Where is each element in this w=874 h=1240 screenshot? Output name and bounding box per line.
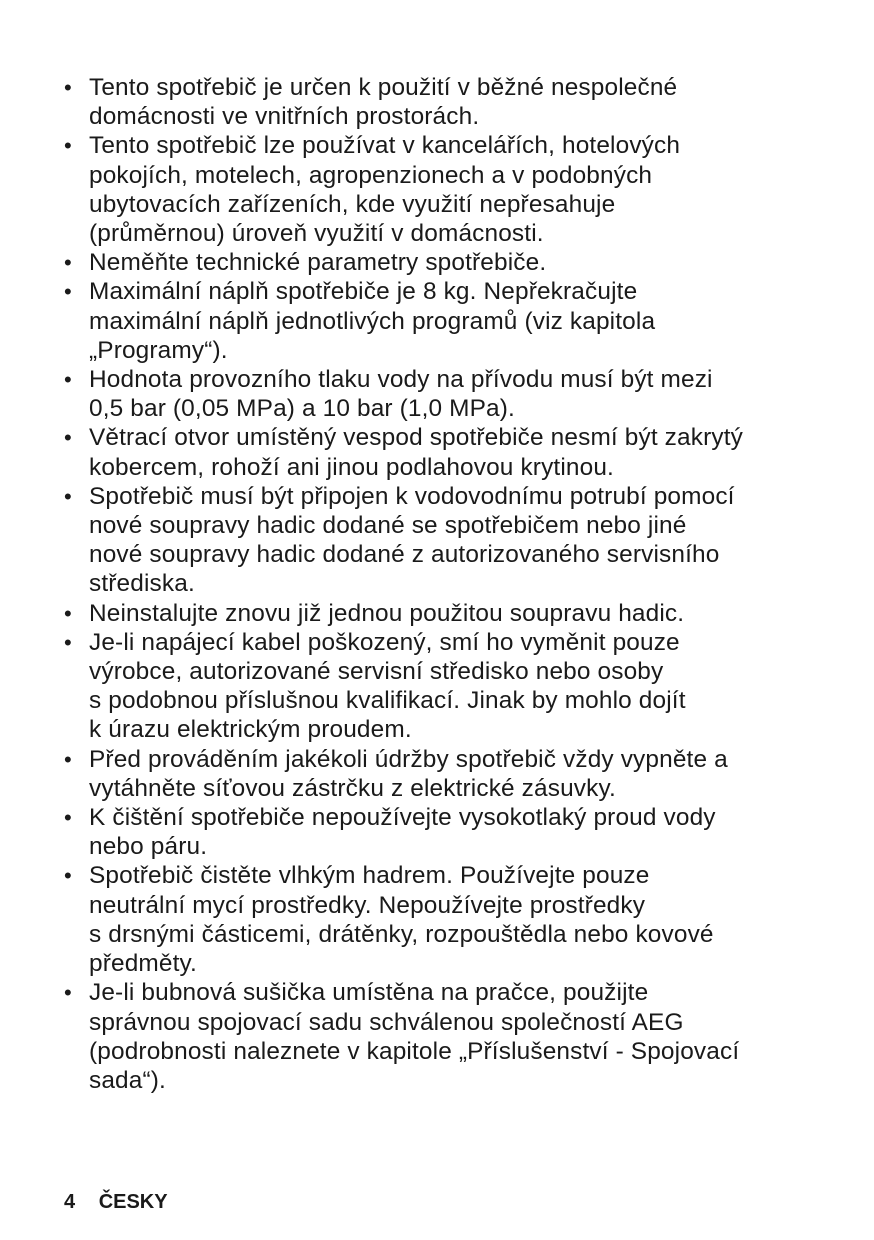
document-body xyxy=(62,73,822,1095)
list-item xyxy=(62,365,822,423)
list-item-line: Spotřebič čistěte vlhkým hadrem. Používejte pouze xyxy=(89,862,650,890)
list-item-line: Spotřebič musí být připojen k vodovodnímu potrubí pomocí xyxy=(89,482,735,510)
list-item-line: nebo páru. xyxy=(89,833,208,861)
page-number: 4 xyxy=(64,1191,76,1213)
list-item-line: výrobce, autorizované servisní středisko nebo osoby xyxy=(89,658,664,686)
list-item-line: Je-li napájecí kabel poškozený, smí ho vyměnit pouze xyxy=(89,628,680,656)
list-item-line: Neinstalujte znovu již jednou použitou soupravu hadic. xyxy=(89,599,685,627)
bullet-icon: • xyxy=(64,483,72,509)
list-item-line: K čištění spotřebiče nepoužívejte vysokotlaký proud vody xyxy=(89,804,716,832)
list-item-line: maximální náplň jednotlivých programů (viz kapitola xyxy=(89,307,656,335)
list-item xyxy=(62,131,822,248)
list-item-line: 0,5 bar (0,05 MPa) a 10 bar (1,0 MPa). xyxy=(89,395,515,423)
list-item xyxy=(62,423,822,481)
page-footer xyxy=(64,1191,168,1214)
bullet-icon: • xyxy=(64,980,72,1006)
list-item xyxy=(62,978,822,1095)
bullet-icon: • xyxy=(64,367,72,393)
list-item-line: s drsnými částicemi, drátěnky, rozpouštědla nebo kovové xyxy=(89,920,714,948)
bullet-icon: • xyxy=(64,250,72,276)
list-item-line: Tento spotřebič je určen k použití v běžné nespolečné xyxy=(89,74,678,101)
list-item-line: „Programy“). xyxy=(89,336,228,364)
list-item-line: nové soupravy hadic dodané se spotřebičem nebo jiné xyxy=(89,512,687,540)
list-item-line: Hodnota provozního tlaku vody na přívodu musí být mezi xyxy=(89,366,713,394)
list-item-line: Neměňte technické parametry spotřebiče. xyxy=(89,249,547,277)
list-item xyxy=(62,73,822,131)
list-item-line: nové soupravy hadic dodané z autorizovaného servisního xyxy=(89,541,720,569)
list-item-line: ubytovacích zařízeních, kde využití nepřesahuje xyxy=(89,190,616,218)
list-item-line: Před prováděním jakékoli údržby spotřebič vždy vypněte a xyxy=(89,745,728,773)
bullet-icon: • xyxy=(64,425,72,451)
list-item-line: k úrazu elektrickým proudem. xyxy=(89,716,412,744)
list-item-line: domácnosti ve vnitřních prostorách. xyxy=(89,103,480,131)
safety-instructions-list xyxy=(62,73,822,1095)
bullet-icon: • xyxy=(64,75,72,100)
list-item-line: Větrací otvor umístěný vespod spotřebiče nesmí být zakrytý xyxy=(89,424,743,452)
bullet-icon: • xyxy=(64,600,72,626)
list-item-line: vytáhněte síťovou zástrčku z elektrické zásuvky. xyxy=(89,774,616,802)
list-item xyxy=(62,628,822,745)
list-item-line: neutrální mycí prostředky. Nepoužívejte prostředky xyxy=(89,891,646,919)
list-item xyxy=(62,861,822,978)
list-item xyxy=(62,248,822,277)
list-item-line: Maximální náplň spotřebiče je 8 kg. Nepřekračujte xyxy=(89,278,638,306)
language-label: ČESKY xyxy=(98,1191,168,1213)
list-item-line: Je-li bubnová sušička umístěna na pračce, použijte xyxy=(89,979,649,1007)
list-item xyxy=(62,803,822,861)
bullet-icon: • xyxy=(64,805,72,831)
list-item-line: předměty. xyxy=(89,950,197,978)
list-item-line: (podrobnosti naleznete v kapitole „Příslušenství - Spojovací xyxy=(89,1037,740,1065)
list-item-line: kobercem, rohoží ani jinou podlahovou krytinou. xyxy=(89,453,614,481)
bullet-icon: • xyxy=(64,863,72,889)
bullet-icon: • xyxy=(64,746,72,772)
list-item-line: (průměrnou) úroveň využití v domácnosti. xyxy=(89,220,544,248)
list-item-line: pokojích, motelech, agropenzionech a v podobných xyxy=(89,161,653,189)
list-item-line: správnou spojovací sadu schválenou společností AEG xyxy=(89,1008,684,1036)
bullet-icon: • xyxy=(64,133,72,159)
bullet-icon: • xyxy=(64,629,72,655)
list-item xyxy=(62,277,822,365)
list-item xyxy=(62,745,822,803)
list-item-line: střediska. xyxy=(89,570,195,598)
list-item xyxy=(62,482,822,599)
list-item-line: Tento spotřebič lze používat v kancelářích, hotelových xyxy=(89,132,681,160)
bullet-icon: • xyxy=(64,279,72,305)
list-item xyxy=(62,599,822,628)
list-item-line: sada“). xyxy=(89,1066,166,1094)
list-item-line: s podobnou příslušnou kvalifikací. Jinak by mohlo dojít xyxy=(89,687,686,715)
